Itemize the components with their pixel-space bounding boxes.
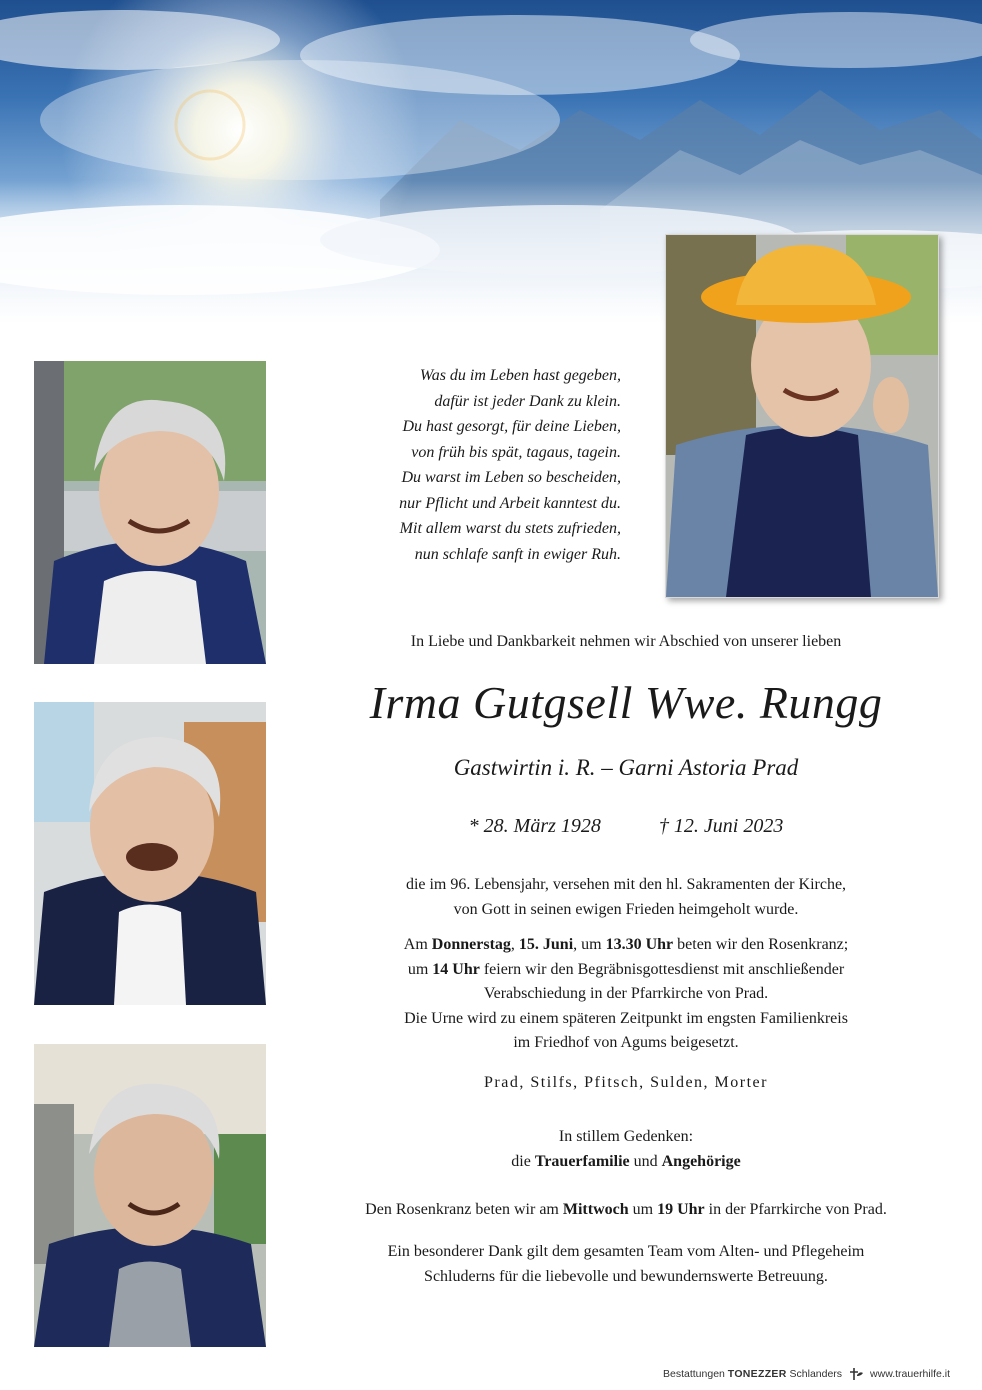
main-portrait-photo: [665, 234, 939, 598]
service-text: , um: [573, 936, 606, 953]
poem-line: Du warst im Leben so bescheiden,: [401, 469, 621, 486]
rosary-hour: 19 Uhr: [657, 1201, 705, 1218]
service-line: im Friedhof von Agums beigesetzt.: [513, 1034, 739, 1051]
service-text: Am: [403, 936, 432, 953]
footer-suffix: Schlanders: [789, 1368, 843, 1380]
service-day: Donnerstag: [431, 936, 511, 953]
death-date: † 12. Juni 2023: [658, 815, 784, 837]
places: Prad, Stilfs, Pfitsch, Sulden, Morter: [484, 1074, 768, 1091]
rosary-time: 13.30 Uhr: [605, 936, 674, 953]
service-line: Verabschiedung in der Pfarrkirche von Prad.: [483, 985, 769, 1002]
service-date: 15. Juni: [518, 936, 574, 953]
thanks-line: Ein besonderer Dank gilt dem gesamten Team vom Alten- und Pflegeheim: [387, 1243, 865, 1260]
service-paragraph: [300, 933, 952, 1056]
portrait-photo-2: [34, 702, 266, 1005]
portrait-photo-3: [34, 1044, 266, 1347]
poem-line: von früh bis spät, tagaus, tagein.: [411, 443, 621, 461]
poem-line: Was du im Leben hast gegeben,: [419, 367, 621, 384]
remembrance-text: die: [511, 1153, 535, 1170]
service-text: ,: [510, 936, 519, 953]
footer: [663, 1367, 950, 1381]
service-text: beten wir den Rosenkranz;: [673, 936, 849, 953]
life-dates: [300, 815, 952, 838]
dove-cross-icon: [848, 1367, 864, 1381]
remembrance-line: In stillem Gedenken:: [558, 1128, 694, 1145]
remembrance-line: [300, 1149, 952, 1174]
footer-brand: TONEZZER: [727, 1368, 787, 1380]
intro-text: In Liebe und Dankbarkeit nehmen wir Abschied von unserer lieben: [410, 633, 842, 650]
service-text: feiern wir den Begräbnisgottesdienst mit anschließender: [479, 960, 845, 978]
birth-date: * 28. März 1928: [468, 815, 601, 837]
service-line: [300, 958, 952, 983]
portrait-photo-1: [34, 361, 266, 664]
poem-line: nun schlafe sanft in ewiger Ruh.: [414, 545, 621, 563]
remembrance-text: und: [629, 1153, 662, 1170]
deceased-name: Irma Gutgsell Wwe. Rungg: [369, 677, 883, 728]
footer-undertaker: [663, 1368, 842, 1380]
service-line: [300, 933, 952, 958]
death-notice-line: von Gott in seinen ewigen Frieden heimgeholt wurde.: [453, 900, 799, 918]
service-text: um: [407, 960, 433, 978]
footer-prefix: Bestattungen: [662, 1368, 725, 1380]
service-line: Die Urne wird zu einem späteren Zeitpunkt im engsten Familienkreis: [404, 1009, 848, 1027]
footer-website[interactable]: www.trauerhilfe.it: [870, 1368, 950, 1380]
rosary-day: Mittwoch: [562, 1201, 629, 1218]
rosary-note: [300, 1198, 952, 1223]
rosary-line: [300, 1198, 952, 1223]
death-notice-paragraph: [300, 873, 952, 922]
rosary-text: Den Rosenkranz beten wir am: [365, 1201, 563, 1218]
mourners-family: Trauerfamilie: [534, 1153, 630, 1170]
rosary-text: um: [628, 1201, 658, 1218]
remembrance: [300, 1124, 952, 1174]
mourners-relatives: Angehörige: [661, 1153, 741, 1170]
rosary-text: in der Pfarrkirche von Prad.: [704, 1201, 887, 1218]
poem-line: dafür ist jeder Dank zu klein.: [434, 392, 621, 410]
mass-time: 14 Uhr: [432, 960, 480, 978]
poem-line: Du hast gesorgt, für deine Lieben,: [402, 418, 621, 435]
thanks-line: Schluderns für die liebevolle und bewundernswerte Betreuung.: [424, 1267, 828, 1285]
poem-line: Mit allem warst du stets zufrieden,: [399, 520, 621, 537]
poem-line: nur Pflicht und Arbeit kanntest du.: [399, 494, 621, 512]
thanks-paragraph: [300, 1240, 952, 1289]
death-notice-line: die im 96. Lebensjahr, versehen mit den hl. Sakramenten der Kirche,: [405, 876, 847, 893]
poem: [300, 363, 621, 567]
deceased-profession: Gastwirtin i. R. – Garni Astoria Prad: [453, 755, 799, 780]
